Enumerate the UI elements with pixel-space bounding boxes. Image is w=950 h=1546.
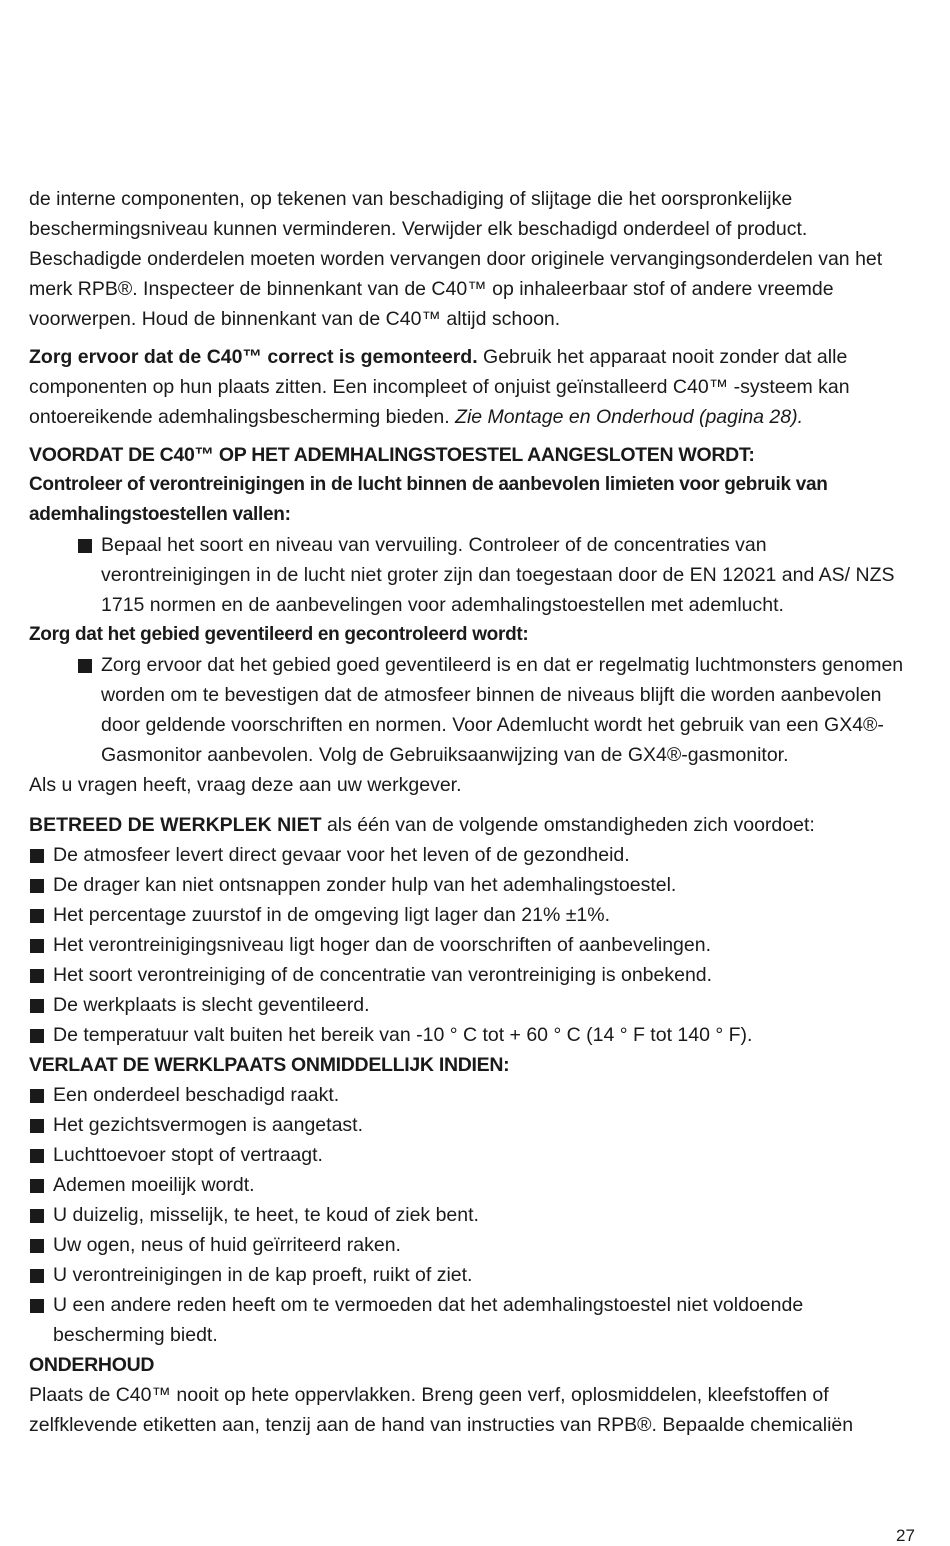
leave-heading: VERLAAT DE WERKLPAATS ONMIDDELLIJK INDIEN: [29,1054,510,1076]
list-item: De atmosfeer levert direct gevaar voor het leven of de gezondheid. [29,840,919,870]
square-bullet-icon [30,969,44,983]
square-bullet-icon [30,1269,44,1283]
square-bullet-icon [30,1089,44,1103]
list-item: Uw ogen, neus of huid geïrriteerd raken. [29,1230,919,1260]
square-bullet-icon [30,849,44,863]
list-item: Een onderdeel beschadigd raakt. [29,1080,919,1110]
square-bullet-icon [30,1239,44,1253]
before-subheading-2: Zorg dat het gebied geventileerd en gecontroleerd wordt: [29,624,529,645]
page-number: 27 [896,1526,915,1545]
square-bullet-icon [30,1119,44,1133]
before-list-1 [29,530,919,620]
square-bullet-icon [30,1209,44,1223]
mount-reference: Zie Montage en Onderhoud (pagina 28). [455,406,804,428]
enter-lead: BETREED DE WERKPLEK NIET [29,814,322,836]
mount-text: Gebruik het apparaat nooit zonder dat alle componenten op hun plaats zitten. Een incompleet of onjuist geïnstalleerd C40™ -systeem kan ontoereikende ademhalingsbescherming bieden. [29,346,850,428]
questions-paragraph: Als u vragen heeft, vraag deze aan uw werkgever. [29,774,462,796]
square-bullet-icon [30,879,44,893]
maintenance-paragraph: Plaats de C40™ nooit op hete oppervlakken. Breng geen verf, oplosmiddelen, kleefstoffen of zelfklevende etiketten aan, tenzij aan de hand van instructies van RPB®. Bepaalde chemicaliën [29,1384,854,1436]
square-bullet-icon [30,1029,44,1043]
list-item: U verontreinigingen in de kap proeft, ruikt of ziet. [29,1260,919,1290]
page-content [29,184,919,1440]
mount-paragraph [29,342,919,432]
square-bullet-icon [30,939,44,953]
enter-text: als één van de volgende omstandigheden zich voordoet: [321,814,815,836]
enter-list [29,840,919,1050]
list-item: Bepaal het soort en niveau van vervuiling. Controleer of de concentraties van verontreinigingen in de lucht niet groter zijn dan toegestaan door de EN 12021 and AS/ NZS 1715 normen en de aanbevelingen voor ademhalingstoestellen met ademlucht. [77,530,919,620]
list-item: Ademen moeilijk wordt. [29,1170,919,1200]
list-item: Luchttoevoer stopt of vertraagt. [29,1140,919,1170]
square-bullet-icon [78,539,92,553]
square-bullet-icon [30,909,44,923]
before-heading: VOORDAT DE C40™ OP HET ADEMHALINGSTOESTEL AANGESLOTEN WORDT: [29,444,755,466]
square-bullet-icon [30,999,44,1013]
list-item: Het soort verontreiniging of de concentratie van verontreiniging is onbekend. [29,960,919,990]
list-item: De drager kan niet ontsnappen zonder hulp van het ademhalingstoestel. [29,870,919,900]
leave-list [29,1080,919,1350]
square-bullet-icon [30,1179,44,1193]
list-item: Het gezichtsvermogen is aangetast. [29,1110,919,1140]
square-bullet-icon [78,659,92,673]
square-bullet-icon [30,1149,44,1163]
list-item: De werkplaats is slecht geventileerd. [29,990,919,1020]
list-item: Het percentage zuurstof in de omgeving ligt lager dan 21% ±1%. [29,900,919,930]
list-item: U een andere reden heeft om te vermoeden dat het ademhalingstoestel niet voldoende bescherming biedt. [29,1290,919,1350]
before-subheading-1: Controleer of verontreinigingen in de lucht binnen de aanbevolen limieten voor gebruik van ademhalingstoestellen vallen: [29,474,828,525]
list-item: Het verontreinigingsniveau ligt hoger dan de voorschriften of aanbevelingen. [29,930,919,960]
list-item: De temperatuur valt buiten het bereik van -10 ° C tot + 60 ° C (14 ° F tot 140 ° F). [29,1020,919,1050]
maintenance-heading: ONDERHOUD [29,1354,155,1376]
square-bullet-icon [30,1299,44,1313]
list-item: Zorg ervoor dat het gebied goed geventileerd is en dat er regelmatig luchtmonsters genomen worden om te bevestigen dat de atmosfeer binnen de niveaus blijft die worden aanbevolen door geldende voorschriften en normen. Voor Ademlucht wordt het gebruik van een GX4®-Gasmonitor aanbevolen. Volg de Gebruiksaanwijzing van de GX4®-gasmonitor. [77,650,919,770]
enter-paragraph [29,810,919,840]
before-list-2 [29,650,919,770]
intro-paragraph: de interne componenten, op tekenen van beschadiging of slijtage die het oorspronkelijke beschermingsniveau kunnen verminderen. Verwijder elk beschadigd onderdeel of product. Beschadigde onderdelen moeten worden vervangen door originele vervangingsonderdelen van het merk RPB®. Inspecteer de binnenkant van de C40™ op inhaleerbaar stof of andere vreemde voorwerpen. Houd de binnenkant van de C40™ altijd schoon. [29,188,883,330]
mount-lead: Zorg ervoor dat de C40™ correct is gemonteerd. [29,346,478,368]
list-item: U duizelig, misselijk, te heet, te koud of ziek bent. [29,1200,919,1230]
